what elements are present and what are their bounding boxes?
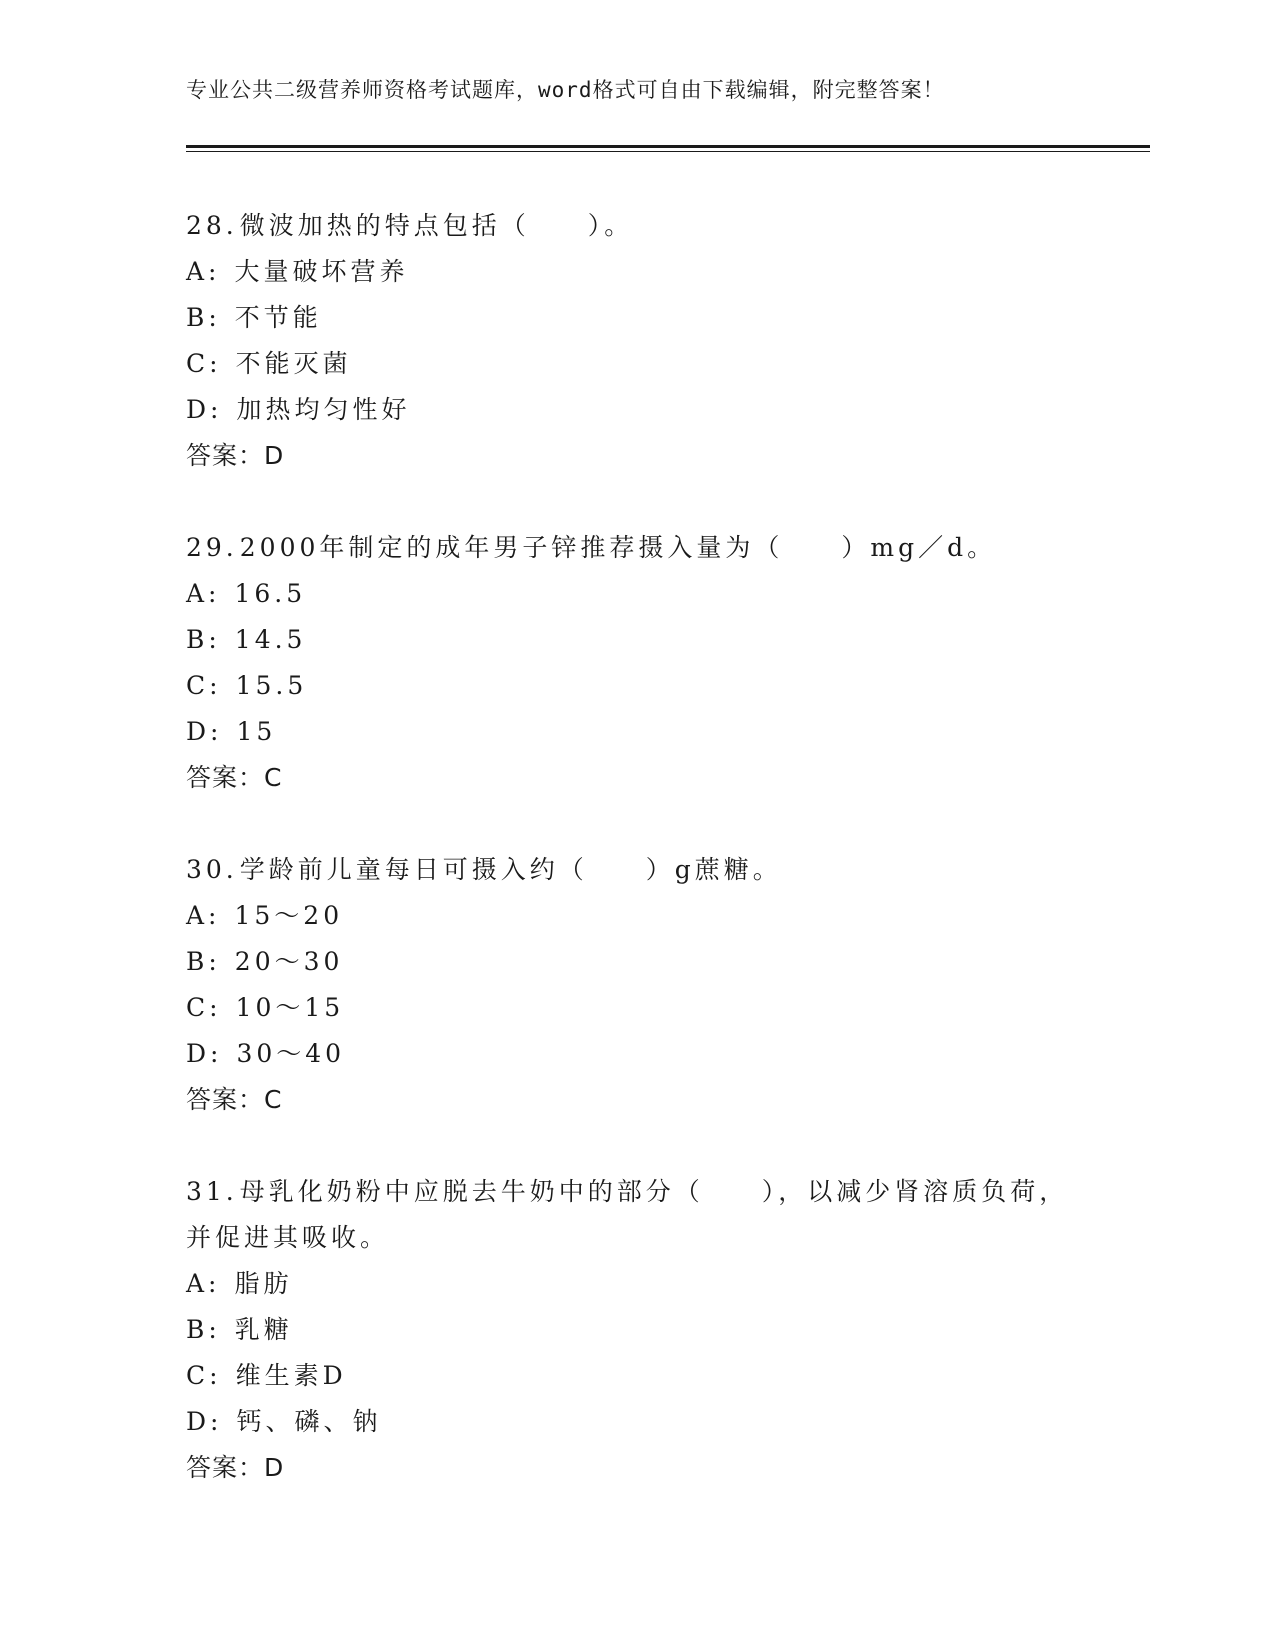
question-block bbox=[186, 525, 1106, 801]
question-stem-text: 并促进其吸收。 bbox=[186, 1223, 390, 1252]
answer-option bbox=[186, 387, 1106, 433]
answer-option bbox=[186, 1399, 1106, 1445]
option-text: 15.5 bbox=[235, 671, 308, 700]
option-letter: B: bbox=[186, 625, 221, 654]
option-text: 14.5 bbox=[234, 625, 307, 654]
option-letter: A: bbox=[186, 579, 221, 608]
header-rule-thick bbox=[186, 145, 1150, 148]
option-text: 维生素D bbox=[235, 1361, 347, 1390]
option-letter: D: bbox=[186, 1407, 223, 1436]
page-header: 专业公共二级营养师资格考试题库，word格式可自由下载编辑，附完整答案！ bbox=[186, 78, 945, 102]
option-letter: A: bbox=[186, 1269, 221, 1298]
option-letter: D: bbox=[186, 395, 223, 424]
answer-key: 答案：C bbox=[186, 763, 283, 792]
question-stem-text: 学龄前儿童每日可摄入约（ ）g蔗糖。 bbox=[239, 855, 782, 884]
option-text: 16.5 bbox=[234, 579, 307, 608]
option-text: 不节能 bbox=[234, 303, 322, 332]
question-list bbox=[186, 203, 1106, 1537]
option-text: 15～20 bbox=[234, 901, 344, 930]
option-letter: A: bbox=[186, 257, 221, 286]
option-letter: B: bbox=[186, 947, 221, 976]
question-stem-line bbox=[186, 1215, 1106, 1261]
option-text: 脂肪 bbox=[234, 1269, 293, 1298]
question-block bbox=[186, 847, 1106, 1123]
question-stem-line bbox=[186, 1169, 1106, 1215]
option-letter: B: bbox=[186, 303, 221, 332]
answer-option bbox=[186, 939, 1106, 985]
option-letter: C: bbox=[186, 349, 222, 378]
question-number: 31. bbox=[186, 1177, 238, 1206]
option-letter: C: bbox=[186, 993, 222, 1022]
answer-option bbox=[186, 663, 1106, 709]
option-text: 大量破坏营养 bbox=[234, 257, 409, 286]
question-number: 28. bbox=[186, 211, 238, 240]
option-letter: C: bbox=[186, 1361, 222, 1390]
answer-option bbox=[186, 1307, 1106, 1353]
answer-option bbox=[186, 341, 1106, 387]
question-number: 30. bbox=[186, 855, 238, 884]
answer-option bbox=[186, 295, 1106, 341]
answer-option bbox=[186, 1353, 1106, 1399]
answer-key: 答案：C bbox=[186, 1085, 283, 1114]
answer-option bbox=[186, 709, 1106, 755]
question-number: 29. bbox=[186, 533, 238, 562]
question-stem-text: 2000年制定的成年男子锌推荐摄入量为（ ）mg／d。 bbox=[239, 533, 997, 562]
option-letter: A: bbox=[186, 901, 221, 930]
option-text: 30～40 bbox=[236, 1039, 346, 1068]
option-text: 15 bbox=[236, 717, 277, 746]
question-stem-text: 母乳化奶粉中应脱去牛奶中的部分（ ），以减少肾溶质负荷， bbox=[239, 1177, 1069, 1206]
answer-option bbox=[186, 1031, 1106, 1077]
option-text: 加热均匀性好 bbox=[236, 395, 411, 424]
question-stem-line bbox=[186, 203, 1106, 249]
option-text: 10～15 bbox=[235, 993, 345, 1022]
answer-option bbox=[186, 1261, 1106, 1307]
question-stem-text: 微波加热的特点包括（ ）。 bbox=[239, 211, 634, 240]
answer-key: 答案：D bbox=[186, 441, 285, 470]
answer-option bbox=[186, 571, 1106, 617]
question-block bbox=[186, 203, 1106, 479]
option-text: 乳糖 bbox=[234, 1315, 293, 1344]
answer-option bbox=[186, 617, 1106, 663]
option-letter: D: bbox=[186, 1039, 223, 1068]
question-block bbox=[186, 1169, 1106, 1491]
option-letter: D: bbox=[186, 717, 223, 746]
answer-option bbox=[186, 985, 1106, 1031]
answer-option bbox=[186, 893, 1106, 939]
question-stem-line bbox=[186, 847, 1106, 893]
question-stem-line bbox=[186, 525, 1106, 571]
option-text: 钙、磷、钠 bbox=[236, 1407, 382, 1436]
answer-option bbox=[186, 249, 1106, 295]
option-text: 20～30 bbox=[234, 947, 344, 976]
option-letter: C: bbox=[186, 671, 222, 700]
answer-key: 答案：D bbox=[186, 1453, 285, 1482]
option-letter: B: bbox=[186, 1315, 221, 1344]
header-rule-thin bbox=[186, 151, 1150, 152]
option-text: 不能灭菌 bbox=[235, 349, 352, 378]
